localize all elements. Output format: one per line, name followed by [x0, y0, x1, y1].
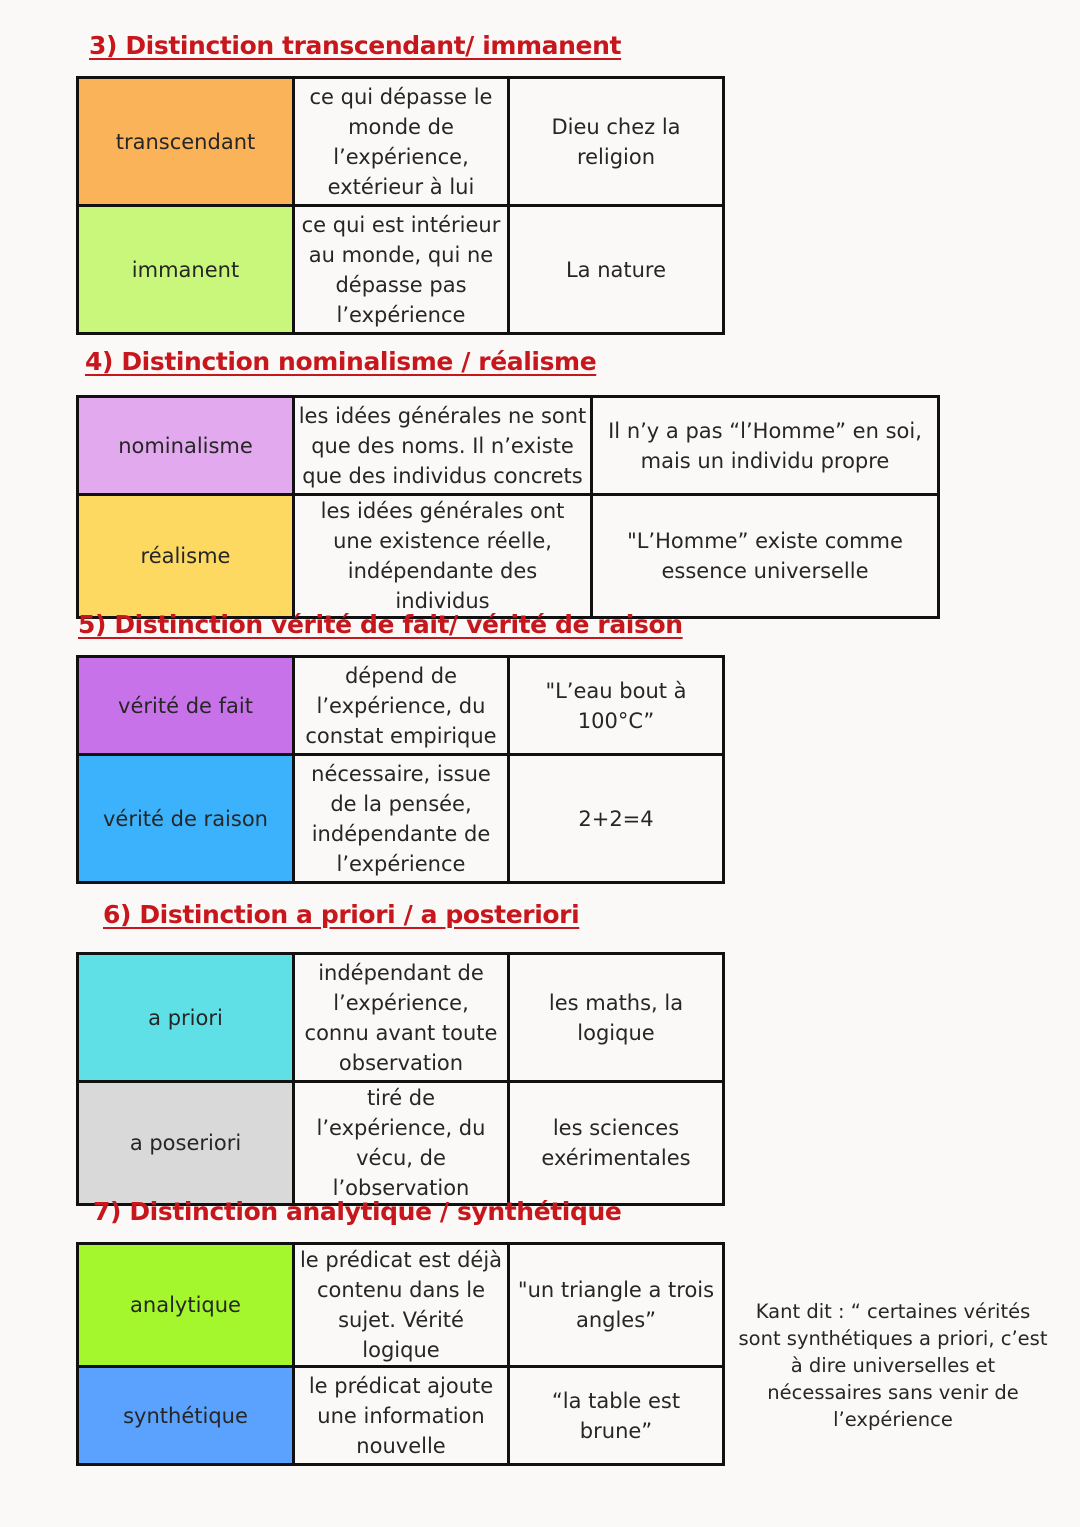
table-row [78, 954, 724, 1082]
table-row [78, 755, 724, 883]
section-title-analytique-synthetique: 7) Distinction analytique / synthétique [93, 1197, 622, 1226]
table-a-priori-a-posteriori [76, 952, 725, 1206]
term-cell: nominalisme [78, 397, 294, 495]
example-cell: Dieu chez la religion [509, 78, 724, 206]
definition-cell: le prédicat ajoute une information nouvelle [294, 1367, 509, 1465]
example-cell: "L’Homme” existe comme essence universelle [592, 495, 939, 618]
section-title-transcendant-immanent: 3) Distinction transcendant/ immanent [89, 31, 622, 60]
example-cell: "L’eau bout à 100°C” [509, 657, 724, 755]
definition-cell: tiré de l’expérience, du vécu, de l’observation [294, 1082, 509, 1205]
table-nominalisme-realisme [76, 395, 940, 619]
term-cell: réalisme [78, 495, 294, 618]
term-cell: transcendant [78, 78, 294, 206]
table-row [78, 397, 939, 495]
table-row [78, 1244, 724, 1367]
definition-cell: ce qui est intérieur au monde, qui ne dépasse pas l’expérience [294, 206, 509, 334]
table-row [78, 78, 724, 206]
table-row [78, 206, 724, 334]
section-title-verite-fait-raison: 5) Distinction vérité de fait/ vérité de raison [78, 610, 683, 639]
table-verite-fait-raison [76, 655, 725, 884]
example-cell: 2+2=4 [509, 755, 724, 883]
definition-cell: ce qui dépasse le monde de l’expérience, extérieur à lui [294, 78, 509, 206]
example-cell: les sciences exérimentales [509, 1082, 724, 1205]
definition-cell: nécessaire, issue de la pensée, indépendante de l’expérience [294, 755, 509, 883]
term-cell: analytique [78, 1244, 294, 1367]
definition-cell: les idées générales ne sont que des noms. Il n’existe que des individus concrets [294, 397, 592, 495]
term-cell: vérité de raison [78, 755, 294, 883]
term-cell: immanent [78, 206, 294, 334]
term-cell: vérité de fait [78, 657, 294, 755]
section-title-nominalisme-realisme: 4) Distinction nominalisme / réalisme [85, 347, 597, 376]
table-row [78, 1367, 724, 1465]
definition-cell: le prédicat est déjà contenu dans le sujet. Vérité logique [294, 1244, 509, 1367]
table-row [78, 495, 939, 618]
example-cell: Il n’y a pas “l’Homme” en soi, mais un individu propre [592, 397, 939, 495]
table-row [78, 1082, 724, 1205]
table-row [78, 657, 724, 755]
kant-note: Kant dit : “ certaines vérités sont synthétiques a priori, c’est à dire universelles et nécessaires sans venir de l’expérience [738, 1300, 1048, 1431]
definition-cell: les idées générales ont une existence réelle, indépendante des individus [294, 495, 592, 618]
term-cell: synthétique [78, 1367, 294, 1465]
definition-cell: dépend de l’expérience, du constat empirique [294, 657, 509, 755]
example-cell: "un triangle a trois angles” [509, 1244, 724, 1367]
table-analytique-synthetique [76, 1242, 725, 1466]
example-cell: les maths, la logique [509, 954, 724, 1082]
example-cell: “la table est brune” [509, 1367, 724, 1465]
table-transcendant-immanent [76, 76, 725, 335]
term-cell: a priori [78, 954, 294, 1082]
definition-cell: indépendant de l’expérience, connu avant toute observation [294, 954, 509, 1082]
section-title-a-priori-a-posteriori: 6) Distinction a priori / a posteriori [103, 900, 580, 929]
term-cell: a poseriori [78, 1082, 294, 1205]
example-cell: La nature [509, 206, 724, 334]
